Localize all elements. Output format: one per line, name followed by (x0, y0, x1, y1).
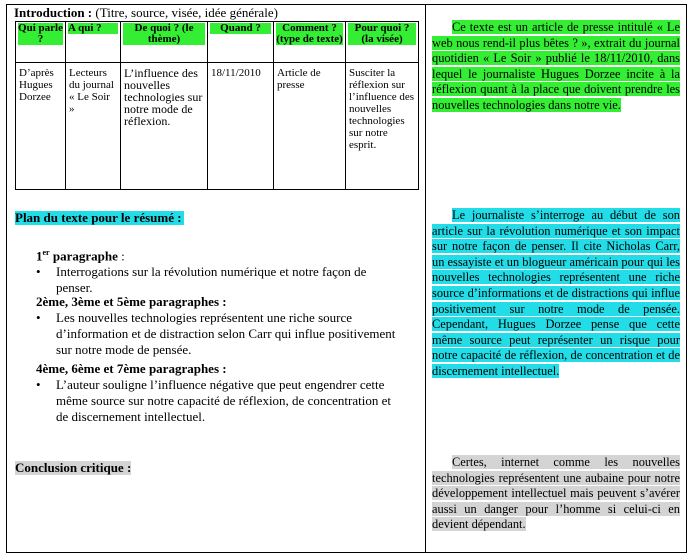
plan-paragraph-1: 1er paragraphe : • Interrogations sur la révolution numérique et notre façon de penser. (36, 245, 406, 296)
cell-comment: Article de presse (274, 63, 346, 190)
header-de-quoi: De quoi ? (le thème) (121, 22, 208, 63)
plan-bullet-2: • Les nouvelles technologies représentent une riche source d’information et de distraction selon Carr qui influe positivement sur notre mode de pensée. (56, 310, 406, 358)
plan-paragraph-3 (36, 361, 406, 425)
right-block-conclusion: Certes, internet comme les nouvelles technologies représentent une aubaine pour notre développement intellectuel mais peuvent s’avérer aussi un danger pour l’homme si celui-ci en devient dépendant. (432, 455, 680, 532)
intro-title-bold: Introduction : (14, 5, 93, 20)
header-a-qui: A qui ? (66, 22, 121, 63)
cell-qui: D’après Hugues Dorzee (16, 63, 66, 190)
plan-paragraph-2 (36, 294, 406, 358)
cell-quand: 18/11/2010 (208, 63, 274, 190)
intro-table (15, 21, 419, 190)
header-quand: Quand ? (208, 22, 274, 63)
header-qui: Qui parle ? (16, 22, 66, 63)
right-block-intro: Ce texte est un article de presse intitulé « Le web nous rend-il plus bêtes ? », extrait du journal quotidien « Le Soir » publié le 18/11/2010, dans lequel le journaliste Hugues Dorzee incite à la réflexion quant à la place que doivent prendre les nouvelles technologies dans notre vie. (432, 20, 680, 112)
cell-a-qui: Lecteurs du journal « Le Soir » (66, 63, 121, 190)
header-pour-quoi: Pour quoi ? (la visée) (346, 22, 419, 63)
cell-de-quoi: L’influence des nouvelles technologies sur notre mode de réflexion. (121, 63, 208, 190)
plan-bullet-1: • Interrogations sur la révolution numérique et notre façon de penser. (56, 264, 406, 296)
conclusion-title: Conclusion critique : (15, 460, 132, 475)
plan-bullet-3: • L’auteur souligne l’influence négative que peut engendrer cette même source sur notre capacité de réflexion, de concentration et de discernement intellectuel. (56, 377, 406, 425)
plan-paragraph-2-head: 2ème, 3ème et 5ème paragraphes : (36, 294, 227, 309)
header-comment: Comment ? (type de texte) (274, 22, 346, 63)
plan-title: Plan du texte pour le résumé : (15, 210, 182, 225)
cell-pour-quoi: Susciter la réflexion sur l’influence des nouvelles technologies sur notre esprit. (346, 63, 419, 190)
intro-title-rest: (Titre, source, visée, idée générale) (92, 5, 278, 20)
right-block-development: Le journaliste s’interroge au début de son article sur la révolution numérique et son impact sur notre façon de penser. Il cite Nicholas Carr, un essayiste et un blogueur américain pour qui les nouvelles technologies représentent une riche source d’informations et de distractions qui influe positivement sur notre mode de pensée. Cependant, Hugues Dorzee pense que cette même source peut représenter un risque pour notre capacité de réflexion, de concentration et de discernement intellectuel. (432, 208, 680, 378)
intro-heading (14, 6, 422, 20)
plan-paragraph-3-head: 4ème, 6ème et 7ème paragraphes : (36, 361, 227, 376)
column-divider (425, 4, 426, 553)
